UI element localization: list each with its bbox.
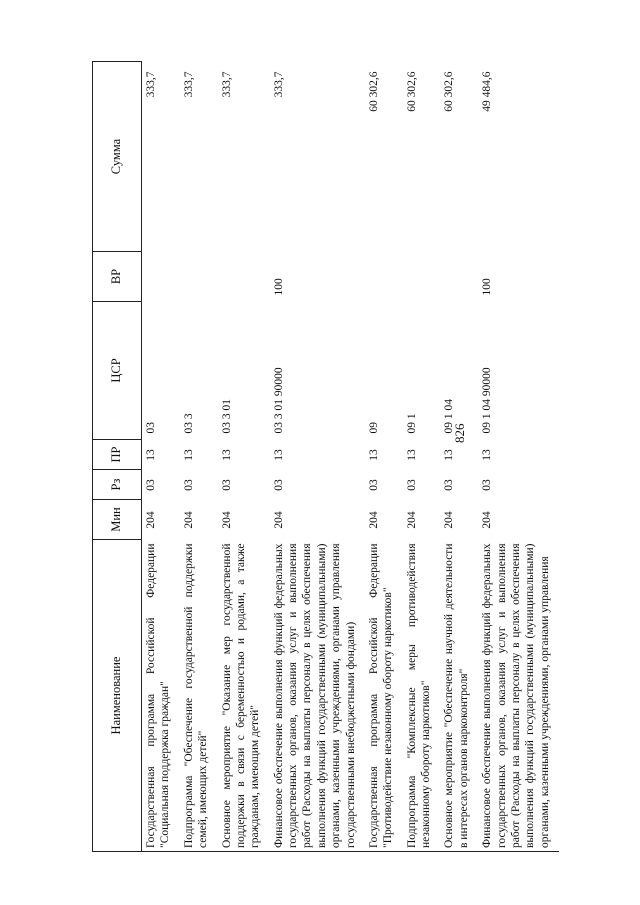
row-pr: 13	[367, 449, 380, 461]
row-rz: 03	[443, 479, 456, 491]
row-vr	[142, 252, 180, 302]
row-name: Государственная программа Российской Федерации "Социальная поддержка граждан"	[142, 540, 180, 852]
row-min: 204	[481, 511, 494, 529]
header-min: Мин	[93, 500, 142, 540]
row-rz: 03	[272, 479, 285, 491]
row-min: 204	[272, 511, 285, 529]
row-vr: 100	[481, 278, 494, 296]
row-min: 204	[405, 511, 418, 529]
row-name: Финансовое обеспечение выполнения функций федеральных государственных органов, оказания услуг и выполнения работ (Расходы на выплаты персоналу в целях обеспечения выполнения функций государственными (муниципальными) органами, казенными учреждениями, органами управления государственными внебюджетными фондами)	[270, 540, 365, 852]
row-csr: 09 1 04 90000	[481, 367, 494, 434]
row-vr	[403, 252, 441, 302]
row-name: Подпрограмма "Комплексные меры противодействия незаконному обороту наркотиков"	[403, 540, 441, 852]
row-csr: 09 1	[405, 413, 418, 434]
header-name: Наименование	[93, 540, 142, 852]
row-name: Основное мероприятие "Обеспечение научной деятельности в интересах органов наркоконтроля"	[440, 540, 478, 852]
table-row	[180, 62, 218, 852]
row-csr: 03 3 01	[220, 399, 233, 434]
row-rz: 03	[145, 479, 157, 491]
row-name: Подпрограмма "Обеспечение государственной поддержки семей, имеющих детей"	[180, 540, 218, 852]
row-pr: 13	[220, 449, 233, 461]
row-sum: 49 484,6	[481, 71, 494, 112]
row-pr: 13	[443, 449, 456, 461]
table-row	[365, 62, 403, 852]
row-rz: 03	[405, 479, 418, 491]
row-csr: 03 3 01 90000	[272, 367, 285, 434]
row-sum: 333,7	[272, 71, 285, 98]
table-row	[218, 62, 270, 852]
row-min: 204	[182, 511, 195, 529]
row-min: 204	[145, 511, 157, 529]
table-row	[142, 62, 180, 852]
row-sum: 333,7	[182, 71, 195, 98]
row-min: 204	[367, 511, 380, 529]
table-row	[478, 62, 559, 852]
row-min: 204	[220, 511, 233, 529]
table-row	[270, 62, 365, 852]
row-sum: 333,7	[145, 71, 157, 98]
row-vr	[440, 252, 478, 302]
row-csr: 09 1 04	[443, 399, 456, 434]
header-rz: Рз	[93, 470, 142, 500]
row-pr: 13	[481, 449, 494, 461]
row-rz: 03	[220, 479, 233, 491]
row-pr: 13	[182, 449, 195, 461]
row-pr: 13	[272, 449, 285, 461]
row-name: Финансовое обеспечение выполнения функций федеральных государственных органов, оказания услуг и выполнения работ (Расходы на выплаты персоналу в целях обеспечения выполнения функций государственными (муниципальными) органами, казенными учреждениями, органами управления	[478, 540, 559, 852]
row-vr: 100	[272, 278, 285, 296]
row-pr: 13	[145, 449, 157, 461]
rotated-table-sheet	[92, 62, 612, 852]
row-vr	[365, 252, 403, 302]
row-rz: 03	[481, 479, 494, 491]
table-header-row	[93, 62, 142, 852]
row-csr: 03	[145, 422, 157, 434]
row-rz: 03	[367, 479, 380, 491]
header-vr: ВР	[93, 252, 142, 302]
row-name: Основное мероприятие "Оказание мер государственной поддержки в связи с беременностью и родами, а также гражданам, имеющим детей"	[218, 540, 270, 852]
header-csr: ЦСР	[93, 302, 142, 440]
row-name: Государственная программа Российской Федерации "Противодействие незаконному обороту наркотиков"	[365, 540, 403, 852]
row-rz: 03	[182, 479, 195, 491]
row-pr: 13	[405, 449, 418, 461]
row-sum: 60 302,6	[405, 71, 418, 112]
row-sum: 60 302,6	[443, 71, 456, 112]
table-row	[403, 62, 441, 852]
header-pr: ПР	[93, 440, 142, 470]
row-sum: 60 302,6	[367, 71, 380, 112]
table-row	[440, 62, 478, 852]
row-csr: 03 3	[182, 413, 195, 434]
row-vr	[218, 252, 270, 302]
row-vr	[180, 252, 218, 302]
row-csr: 09	[367, 422, 380, 434]
row-min: 204	[443, 511, 456, 529]
budget-table	[92, 61, 559, 852]
page-number: 826	[452, 423, 467, 443]
header-sum: Сумма	[93, 62, 142, 252]
row-sum: 333,7	[220, 71, 233, 98]
